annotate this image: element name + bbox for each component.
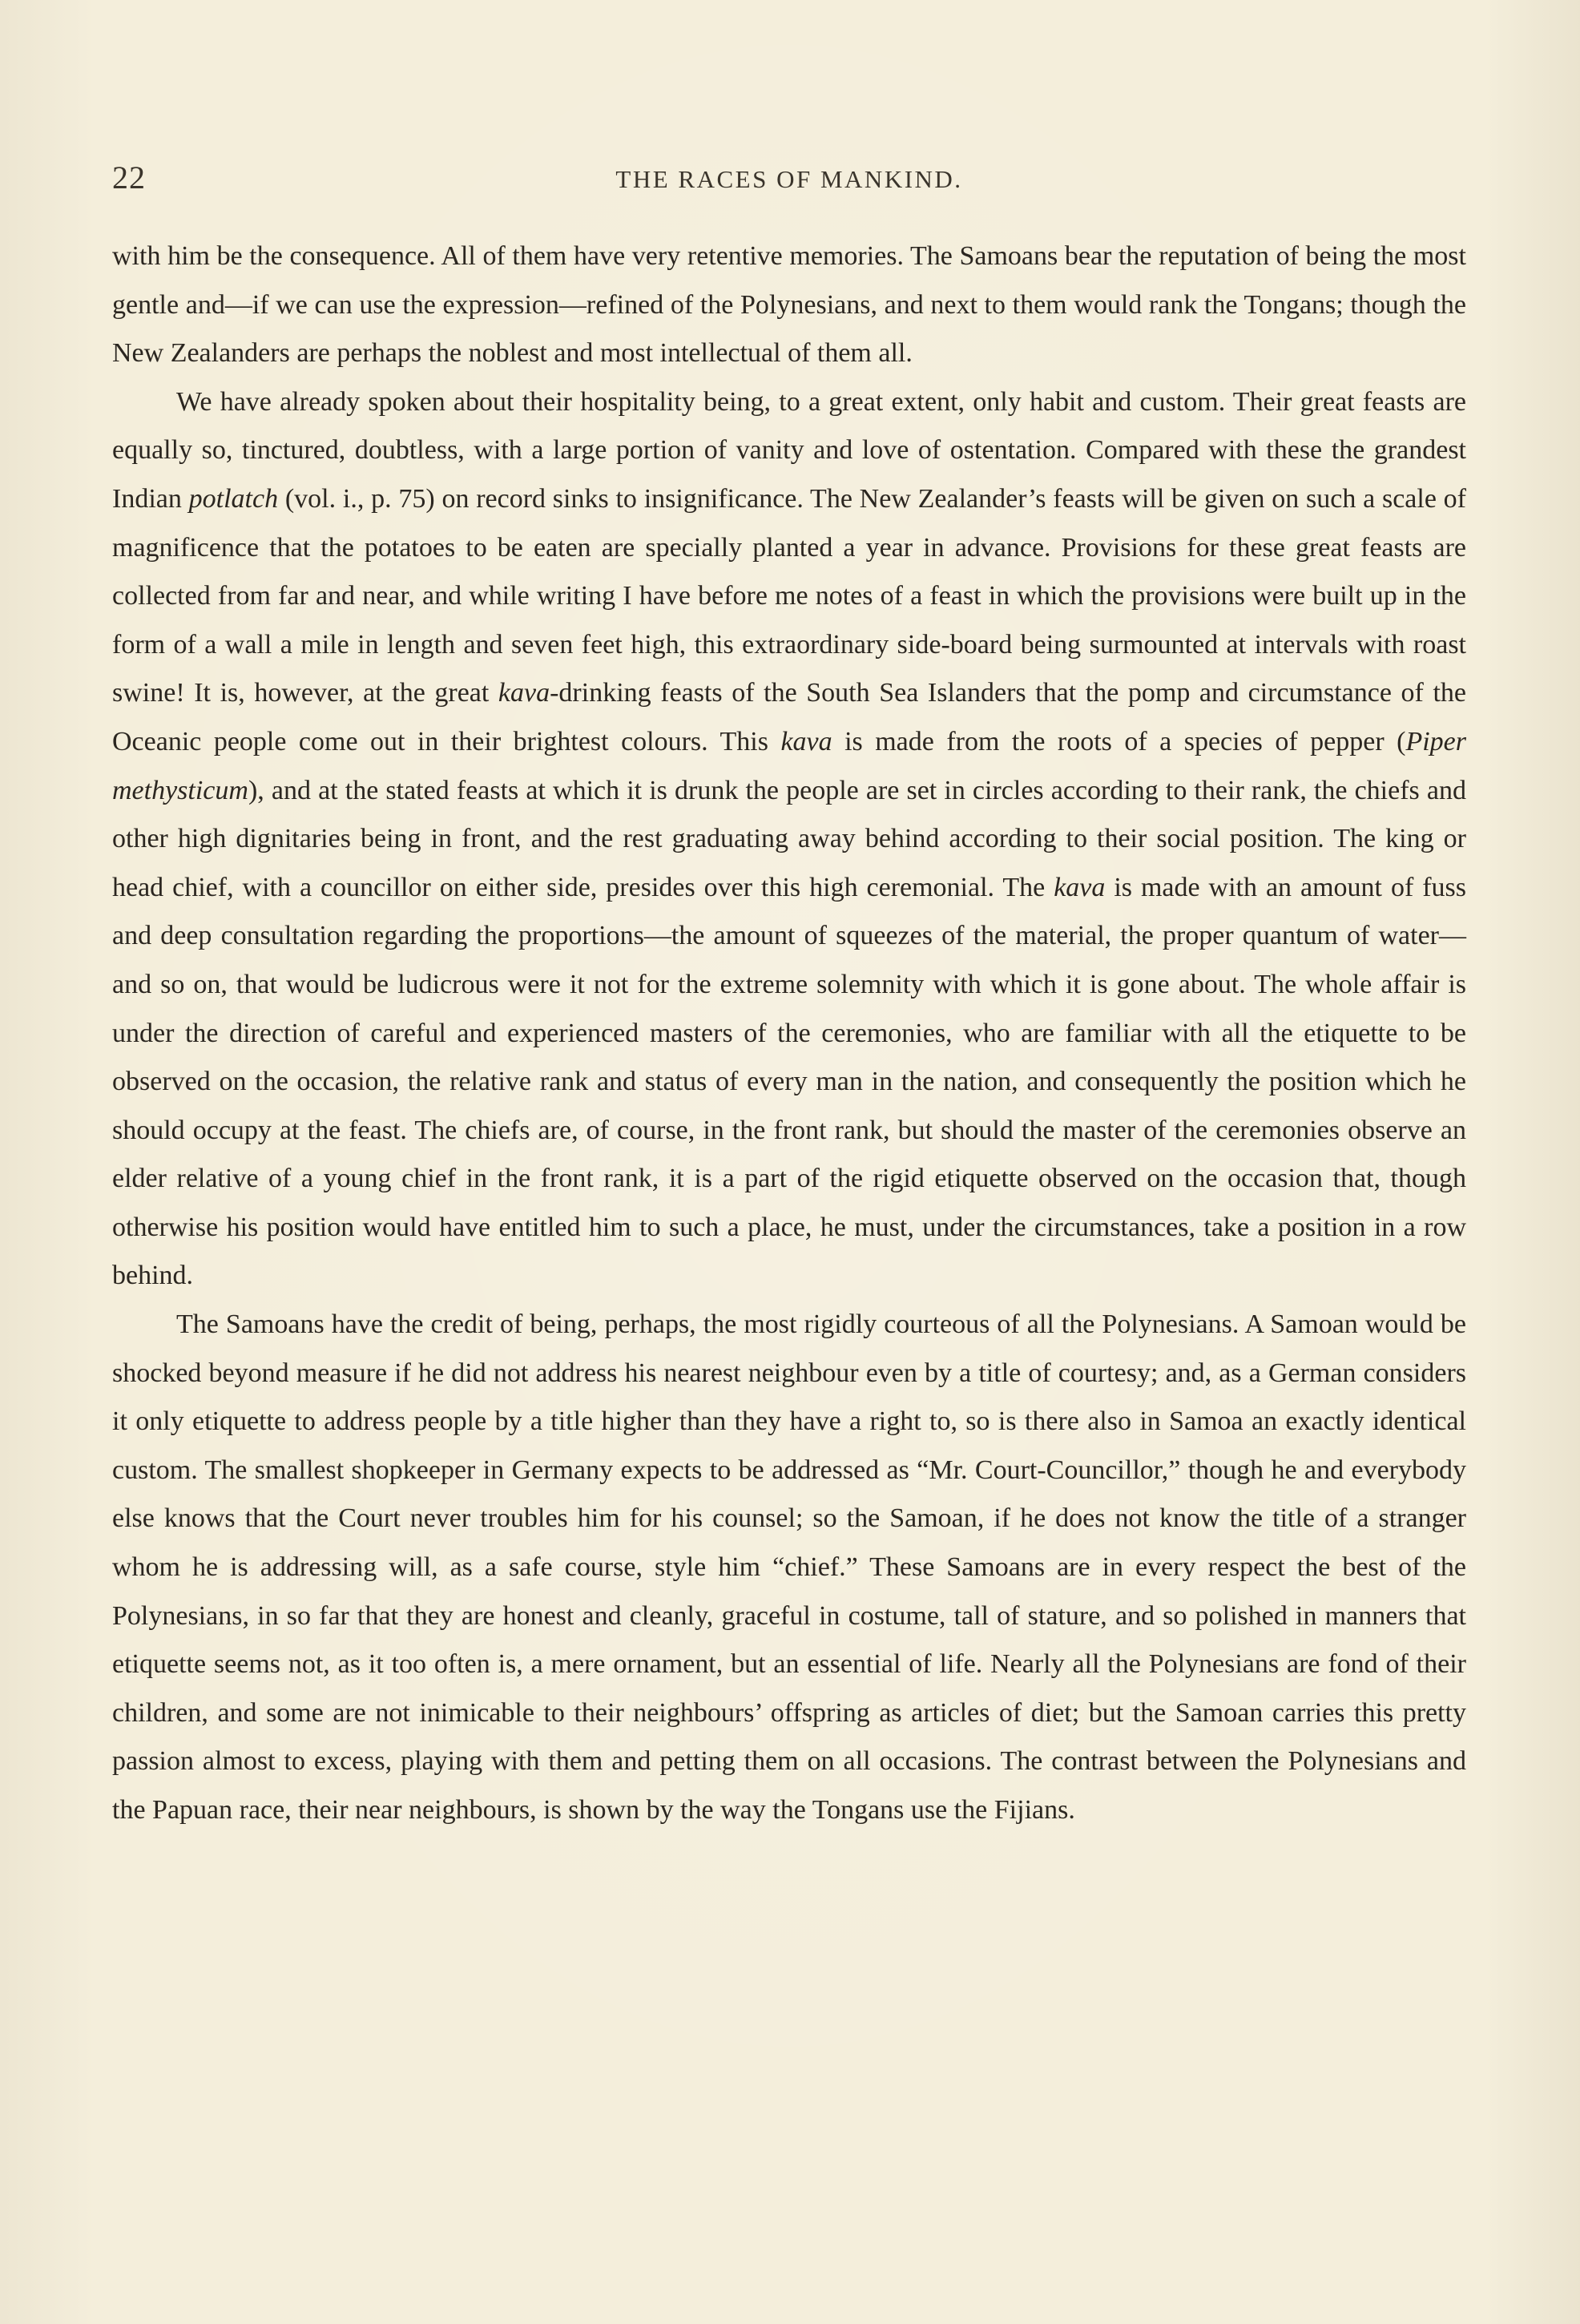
paragraph-text: We have already spoken about their hospitality being, to a great extent, only habit and custom. Their great feasts are equally so, tinctured, doubtless, with a large portion of vanity and love of ostentation. Compared with these the grandest Indian [112, 386, 1466, 514]
italic-term: Piper methysticum [112, 726, 1466, 805]
paragraph-text: with him be the consequence. All of them have very retentive memories. The Samoans bear the reputation of being the most gentle and—if we can use the expression—refined of the Polynesians, and next to them would rank the Tongans; though the New Zealanders are perhaps the noblest and most intellectual of them all. [112, 241, 1466, 369]
paragraph-text: The Samoans have the credit of being, perhaps, the most rigidly courteous of all the Polynesians. A Samoan would be shocked beyond measure if he did not address his nearest neighbour even by a title of courtesy; and, as a German considers it only etiquette to address people by a title higher than they have a right to, so is there also in Samoa an exactly identical custom. The smallest shopkeeper in Germany expects to be addressed as “Mr. Court-Councillor,” though he and everybody else knows that the Court never troubles him for his counsel; so the Samoan, if he does not know the title of a stranger whom he is addressing will, as a safe course, style him “chief.” These Samoans are in every respect the best of the Polynesians, in so far that they are honest and cleanly, graceful in costume, tall of stature, and so polished in manners that etiquette seems not, as it too often is, a mere ornament, but an essential of life. Nearly all the Polynesians are fond of their children, and some are not inimicable to their neighbours’ offspring as articles of diet; but the Samoan carries this pretty passion almost to excess, playing with them and petting them on all occasions. The contrast between the Polynesians and the Papuan race, their near neighbours, is shown by the way the Tongans use the Fijians. [112, 1309, 1466, 1825]
page-number: 22 [112, 159, 146, 196]
body-text [112, 232, 1466, 1835]
paragraph-2 [112, 378, 1466, 1301]
paragraph-3 [112, 1301, 1466, 1835]
paragraph-1 [112, 232, 1466, 378]
paragraph-text: -drinking feasts of the South Sea Islanders that the pomp and circumstance of the Oceanic people come out in their brightest colours. This [112, 678, 1466, 757]
italic-term: kava [1054, 872, 1106, 902]
italic-term: kava [498, 678, 550, 708]
paragraph-text: ), and at the stated feasts at which it is drunk the people are set in circles according to their rank, the chiefs and other high dignitaries being in front, and the rest graduating away behind according to their social position. The king or head chief, with a councillor on either side, presides over this high ceremonial. The [112, 775, 1466, 902]
running-title: THE RACES OF MANKIND. [615, 165, 963, 193]
paragraph-text: (vol. i., p. 75) on record sinks to insignificance. The New Zealander’s feasts will be given on such a scale of magnificence that the potatoes to be eaten are specially planted a year in advance. Provisions for these great feasts are collected from far and near, and while writing I have before me notes of a feast in which the provisions were built up in the form of a wall a mile in length and seven feet high, this extraordinary side-board being surmounted at intervals with roast swine! It is, however, at the great [112, 483, 1467, 708]
italic-term: kava [780, 726, 832, 757]
page-header [112, 159, 1466, 207]
paragraph-text: is made from the roots of a species of pepper ( [832, 726, 1406, 757]
italic-term: potlatch [188, 483, 279, 514]
paragraph-text: is made with an amount of fuss and deep consultation regarding the proportions—the amount of squeezes of the material, the proper quantum of water—and so on, that would be ludicrous were it not for the extreme solemnity with which it is gone about. The whole affair is under the direction of careful and experienced masters of the ceremonies, who are familiar with all the etiquette to be observed on the occasion, the relative rank and status of every man in the nation, and consequently the position which he should occupy at the feast. The chiefs are, of course, in the front rank, but should the master of the ceremonies observe an elder relative of a young chief in the front rank, it is a part of the rigid etiquette observed on the occasion that, though otherwise his position would have entitled him to such a place, he must, under the circumstances, take a position in a row behind. [112, 872, 1467, 1291]
